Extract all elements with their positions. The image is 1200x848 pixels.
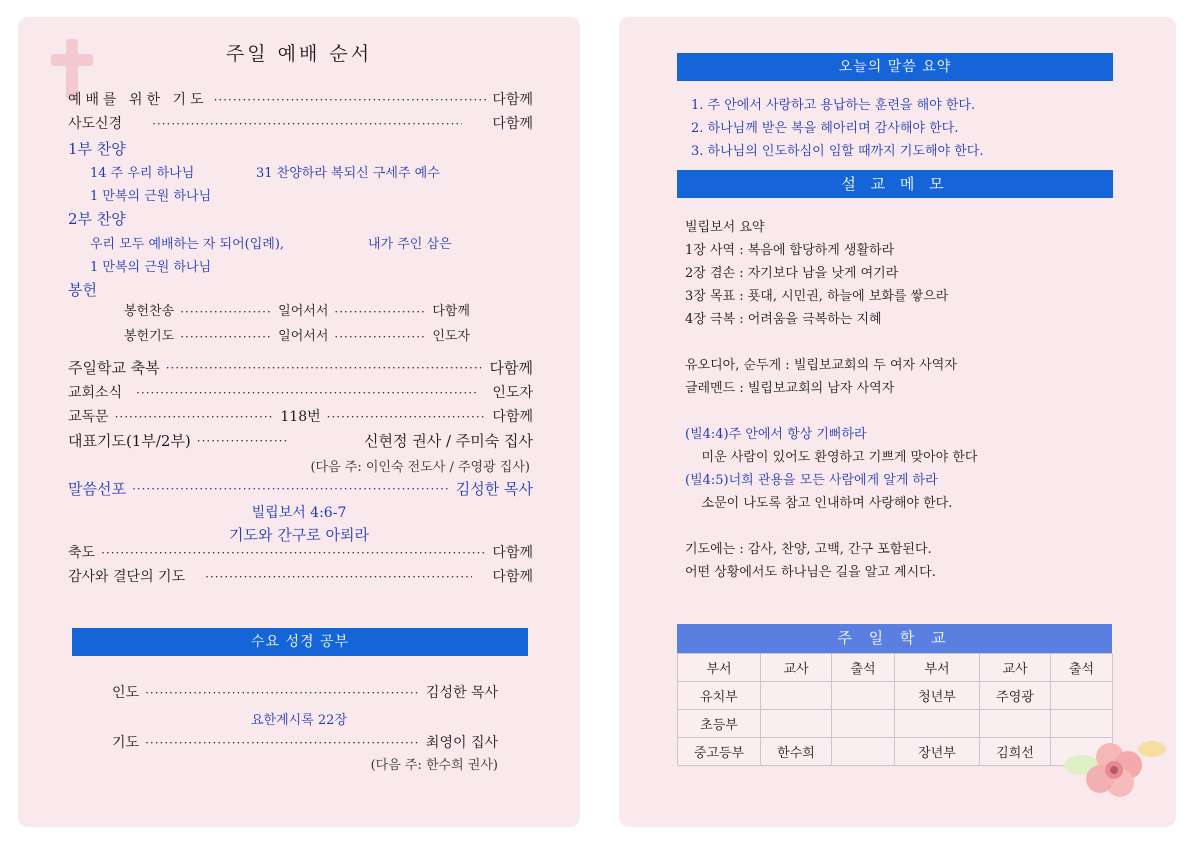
hymn2-heading: 2부 찬양 xyxy=(68,210,126,228)
table-row xyxy=(678,682,1113,710)
summary-item: 1. 주 안에서 사랑하고 용납하는 훈련을 해야 한다. xyxy=(691,98,976,113)
hymn1-line: 31 찬양하라 복되신 구세주 예수 xyxy=(256,166,440,181)
memo-line xyxy=(685,400,977,423)
order-value: 다함께 xyxy=(492,409,533,425)
offering-label: 봉헌기도 xyxy=(124,329,175,344)
memo-line xyxy=(685,331,977,354)
table-cell: 한수희 xyxy=(761,738,832,766)
table-header-cell: 부서 xyxy=(895,654,980,682)
order-value: 다함께 xyxy=(492,545,533,561)
wednesday-row xyxy=(112,733,498,753)
table-cell: 주영광 xyxy=(980,682,1051,710)
order-row xyxy=(68,407,533,427)
memo-lines xyxy=(685,216,977,584)
flower-icon xyxy=(1086,743,1142,797)
table-row xyxy=(678,710,1113,738)
hymn1-line: 1 만복의 근원 하나님 xyxy=(90,189,212,204)
sunday-school-bar: 주 일 학 교 xyxy=(677,624,1112,653)
wednesday-value: 김성한 목사 xyxy=(425,685,498,701)
memo-line: 기도에는 : 감사, 찬양, 고백, 간구 포함된다. xyxy=(685,542,932,557)
order-label: 감사와 결단의 기도 xyxy=(68,569,186,585)
offering-mid: 일어서서 xyxy=(278,329,329,344)
table-cell xyxy=(980,710,1051,738)
order-row xyxy=(68,431,533,451)
table-cell: 청년부 xyxy=(895,682,980,710)
hymn2-line: 우리 모두 예배하는 자 되어(입례), xyxy=(90,237,285,252)
offering-value: 다함께 xyxy=(432,304,470,319)
wednesday-value: 최영이 집사 xyxy=(425,735,498,751)
wednesday-scripture: 요한계시록 22장 xyxy=(250,713,348,728)
order-label: 예배를 위한 기도 xyxy=(68,92,208,108)
memo-line: 2장 겸손 : 자기보다 남을 낫게 여기라 xyxy=(685,266,899,281)
order-mid: 118번 xyxy=(280,409,321,425)
table-cell xyxy=(761,710,832,738)
offering-mid: 일어서서 xyxy=(278,304,329,319)
table-cell xyxy=(832,710,895,738)
order-label: 대표기도(1부/2부) xyxy=(68,432,191,450)
order-row xyxy=(68,358,533,378)
memo-line: 어떤 상황에서도 하나님은 길을 알고 계시다. xyxy=(685,565,936,580)
offering-row xyxy=(124,302,470,322)
prayer-next: (다음 주: 이인숙 전도사 / 주영광 집사) xyxy=(310,460,530,475)
memo-line: 유오디아, 순두게 : 빌립보교회의 두 여자 사역자 xyxy=(685,358,957,373)
sermon-summary-panel xyxy=(619,17,1176,827)
table-header-cell: 출석 xyxy=(832,654,895,682)
hymn1-line: 14 주 우리 하나님 xyxy=(90,166,195,181)
hymn2-line: 내가 주인 삼은 xyxy=(368,237,452,252)
order-label: 사도신경 xyxy=(68,116,123,132)
table-row xyxy=(678,738,1113,766)
bud-icon xyxy=(1138,741,1166,757)
sermon-title: 기도와 간구로 아뢰라 xyxy=(229,526,369,544)
order-value: 다함께 xyxy=(489,359,533,377)
table-header-cell: 교사 xyxy=(980,654,1051,682)
wednesday-study-bar: 수요 성경 공부 xyxy=(72,628,528,656)
hymn1-heading: 1부 찬양 xyxy=(68,140,126,158)
order-value: 다함께 xyxy=(492,569,533,585)
order-value: 인도자 xyxy=(492,385,533,401)
wednesday-next: (다음 주: 한수희 권사) xyxy=(370,758,498,773)
memo-line: (빌4:5)너희 관용을 모든 사람에게 알게 하라 xyxy=(685,473,938,488)
memo-line: 1장 사역 : 복음에 합당하게 생활하라 xyxy=(685,243,895,258)
order-row xyxy=(68,114,533,134)
offering-row xyxy=(124,327,470,347)
memo-line xyxy=(685,515,977,538)
sermon-row xyxy=(68,479,533,499)
order-label: 교독문 xyxy=(68,409,109,425)
order-row xyxy=(68,383,533,403)
memo-line: 3장 목표 : 푯대, 시민권, 하늘에 보화를 쌓으라 xyxy=(685,289,949,304)
sermon-preacher: 김성한 목사 xyxy=(455,480,533,498)
memo-line: 글레멘드 : 빌립보교회의 남자 사역자 xyxy=(685,381,895,396)
summary-item: 2. 하나님께 받은 복을 헤아리며 감사해야 한다. xyxy=(691,121,959,136)
memo-bar: 설 교 메 모 xyxy=(677,170,1113,198)
order-label: 주일학교 축복 xyxy=(68,359,160,377)
table-cell xyxy=(832,738,895,766)
order-label: 교회소식 xyxy=(68,385,123,401)
table-cell xyxy=(761,682,832,710)
table-cell: 중고등부 xyxy=(678,738,761,766)
flower-illustration xyxy=(1062,735,1182,805)
table-header-cell: 출석 xyxy=(1051,654,1113,682)
table-header xyxy=(678,654,1113,682)
memo-line: 미운 사람이 있어도 환영하고 기쁘게 맞아야 한다 xyxy=(685,450,978,465)
memo-line: 소문이 나도록 참고 인내하며 사랑해야 한다. xyxy=(685,496,953,511)
table-cell: 장년부 xyxy=(895,738,980,766)
order-row xyxy=(68,90,533,110)
order-value: 신현정 권사 / 주미숙 집사 xyxy=(363,432,533,450)
hymn2-line: 1 만복의 근원 하나님 xyxy=(90,260,212,275)
table-cell xyxy=(832,682,895,710)
order-row xyxy=(68,567,533,587)
wednesday-label: 인도 xyxy=(112,685,140,701)
worship-title: 주일 예배 순서 xyxy=(225,43,373,65)
table-cell: 초등부 xyxy=(678,710,761,738)
memo-line: (빌4:4)주 안에서 항상 기뻐하라 xyxy=(685,427,867,442)
memo-line: 빌립보서 요약 xyxy=(685,220,765,235)
table-header-cell: 부서 xyxy=(678,654,761,682)
sermon-label: 말씀선포 xyxy=(68,480,126,498)
order-value: 다함께 xyxy=(492,92,533,108)
order-of-worship-panel xyxy=(18,17,580,827)
wednesday-row xyxy=(112,683,498,703)
order-value: 다함께 xyxy=(492,116,533,132)
sunday-school-table xyxy=(677,653,1113,766)
offering-heading: 봉헌 xyxy=(68,281,97,299)
summary-list xyxy=(691,94,984,163)
table-header-cell: 교사 xyxy=(761,654,832,682)
offering-label: 봉헌찬송 xyxy=(124,304,175,319)
order-row xyxy=(68,543,533,563)
memo-line: 4장 극복 : 어려움을 극복하는 지혜 xyxy=(685,312,882,327)
offering-value: 인도자 xyxy=(432,329,470,344)
table-cell: 유치부 xyxy=(678,682,761,710)
summary-bar: 오늘의 말씀 요약 xyxy=(677,53,1113,81)
wednesday-label: 기도 xyxy=(112,735,140,751)
order-label: 축도 xyxy=(68,545,96,561)
sermon-scripture: 빌립보서 4:6-7 xyxy=(251,505,347,521)
table-cell: 김희선 xyxy=(980,738,1051,766)
table-cell xyxy=(895,710,980,738)
table-cell xyxy=(1051,710,1113,738)
summary-item: 3. 하나님의 인도하심이 임할 때까지 기도해야 한다. xyxy=(691,144,984,159)
table-cell xyxy=(1051,682,1113,710)
